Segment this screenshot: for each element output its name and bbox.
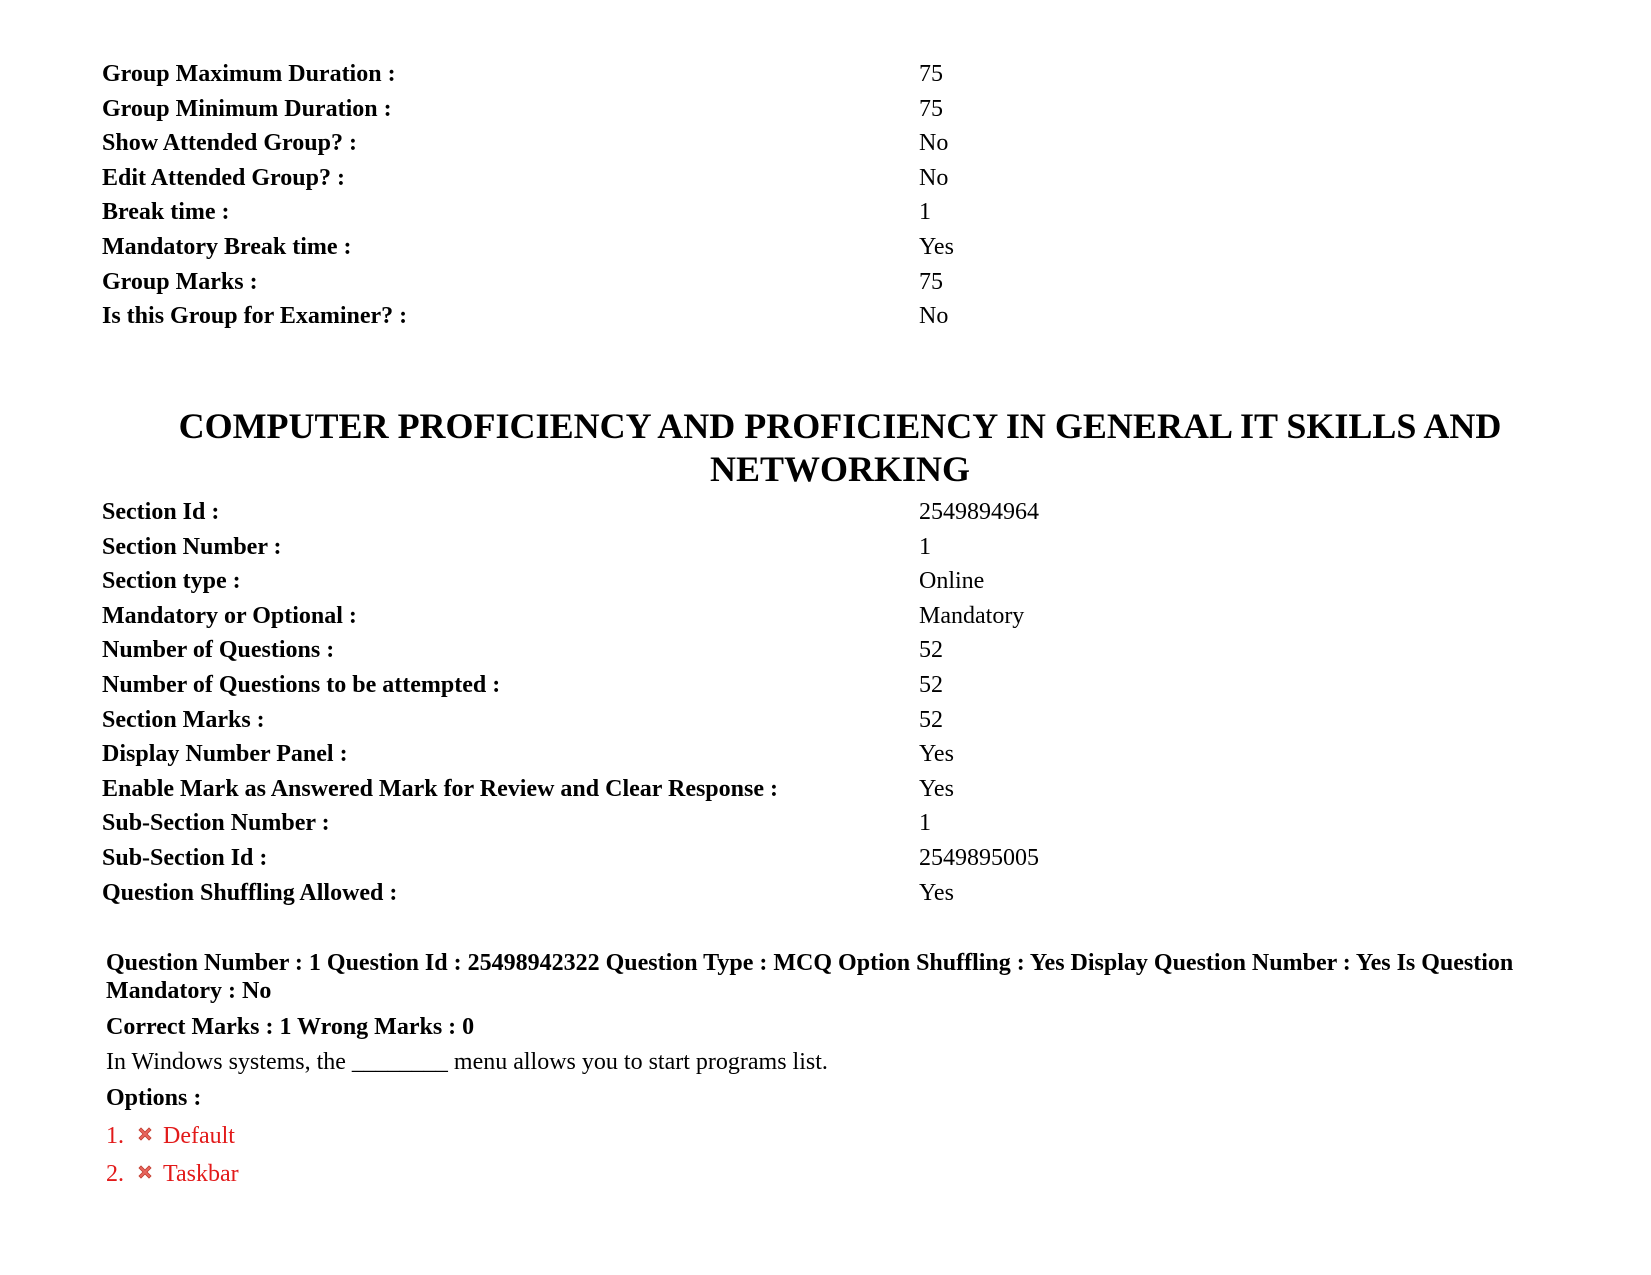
group-info-row xyxy=(102,230,1552,265)
group-info-row xyxy=(102,161,1552,196)
option-text: Default xyxy=(163,1123,235,1149)
question-text: In Windows systems, the ________ menu allows you to start programs list. xyxy=(106,1049,828,1075)
options-label: Options : xyxy=(106,1085,202,1111)
section-info-value: Yes xyxy=(919,741,954,768)
section-info-value: 52 xyxy=(919,671,943,698)
section-info-value: 52 xyxy=(919,706,943,733)
group-info-label: Group Maximum Duration : xyxy=(102,61,396,87)
option-item xyxy=(106,1122,1546,1150)
group-info-value: 75 xyxy=(919,95,943,122)
group-info-label: Break time : xyxy=(102,199,230,226)
section-info-value: Mandatory xyxy=(919,602,1025,629)
group-info-row xyxy=(102,126,1552,161)
section-info-label: Section Marks : xyxy=(102,706,265,733)
group-info-row xyxy=(102,299,1552,334)
group-info-value: Yes xyxy=(919,233,954,260)
section-info-value: Yes xyxy=(919,879,954,906)
section-info-label: Display Number Panel : xyxy=(102,741,348,768)
section-info-row xyxy=(102,703,1552,738)
section-info-row xyxy=(102,841,1552,876)
section-info-label: Sub-Section Id : xyxy=(102,844,268,871)
section-info-label: Enable Mark as Answered Mark for Review and Clear Response : xyxy=(102,775,778,802)
section-info-row xyxy=(102,530,1552,565)
section-info-row xyxy=(102,737,1552,772)
group-info-value: No xyxy=(919,164,949,191)
question-marks: Correct Marks : 1 Wrong Marks : 0 xyxy=(106,1014,475,1040)
question-meta: Question Number : 1 Question Id : 25498942322 Question Type : MCQ Option Shuffling : Yes Display Question Number : Yes Is Question Mandatory : No xyxy=(106,950,1514,1004)
section-info-label: Sub-Section Number : xyxy=(102,810,330,837)
section-info-row xyxy=(102,772,1552,807)
group-info-value: No xyxy=(919,130,949,157)
group-info-label: Edit Attended Group? : xyxy=(102,164,345,191)
section-info-row xyxy=(102,564,1552,599)
section-info-label: Mandatory or Optional : xyxy=(102,602,357,629)
option-number: 1. xyxy=(106,1123,124,1149)
section-info-table xyxy=(102,495,1552,910)
group-info-row xyxy=(102,195,1552,230)
group-info-value: 75 xyxy=(919,268,943,295)
section-info-row xyxy=(102,668,1552,703)
group-info-label: Mandatory Break time : xyxy=(102,233,352,260)
option-text: Taskbar xyxy=(163,1161,239,1187)
group-info-row xyxy=(102,92,1552,127)
option-number: 2. xyxy=(106,1161,124,1187)
section-info-row xyxy=(102,806,1552,841)
cross-icon xyxy=(136,1122,154,1140)
section-info-row xyxy=(102,876,1552,911)
group-info-label: Group Minimum Duration : xyxy=(102,95,392,122)
section-info-value: 52 xyxy=(919,637,943,664)
group-info-value: 75 xyxy=(919,61,943,87)
group-info-label: Group Marks : xyxy=(102,268,258,295)
section-info-row xyxy=(102,495,1552,530)
section-info-label: Section Id : xyxy=(102,499,220,525)
section-info-value: 1 xyxy=(919,533,931,560)
group-info-table xyxy=(102,57,1552,334)
section-info-label: Number of Questions : xyxy=(102,637,335,664)
section-info-label: Question Shuffling Allowed : xyxy=(102,879,398,906)
section-info-value: Online xyxy=(919,568,985,595)
group-info-value: 1 xyxy=(919,199,931,226)
group-info-row xyxy=(102,265,1552,300)
section-info-label: Section Number : xyxy=(102,533,282,560)
section-title: COMPUTER PROFICIENCY AND PROFICIENCY IN GENERAL IT SKILLS AND NETWORKING xyxy=(178,406,1502,489)
section-info-label: Number of Questions to be attempted : xyxy=(102,671,501,698)
group-info-value: No xyxy=(919,303,949,330)
group-info-label: Is this Group for Examiner? : xyxy=(102,303,408,330)
section-info-label: Section type : xyxy=(102,568,241,595)
group-info-label: Show Attended Group? : xyxy=(102,130,357,157)
section-info-value: 1 xyxy=(919,810,931,837)
group-info-row xyxy=(102,57,1552,92)
section-info-value: 2549894964 xyxy=(919,499,1039,525)
section-info-row xyxy=(102,633,1552,668)
option-item xyxy=(106,1160,1546,1188)
section-info-value: 2549895005 xyxy=(919,844,1039,871)
cross-icon xyxy=(136,1160,154,1178)
section-info-value: Yes xyxy=(919,775,954,802)
section-info-row xyxy=(102,599,1552,634)
question-block xyxy=(106,949,1546,1188)
